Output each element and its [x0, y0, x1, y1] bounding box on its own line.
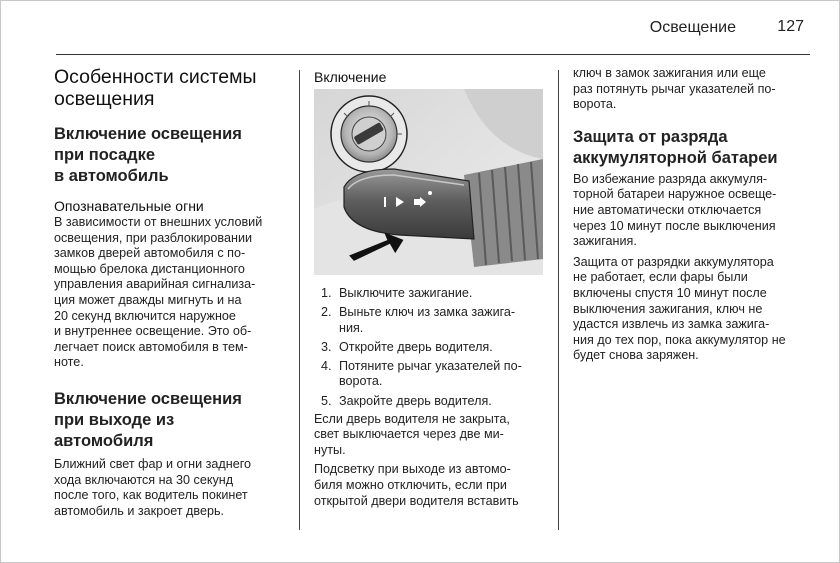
list-item: 4. Потяните рычаг указателей по- ворота. — [321, 358, 522, 389]
disable-exit-lighting-note: Подсветку при выходе из автомо- биля можно отключить, если при открытой двери водителя вставить — [314, 462, 519, 508]
entry-lighting-heading: Включение освещения при посадке в автомобиль — [54, 125, 242, 185]
column-1 — [54, 66, 286, 519]
activation-label: Включение — [314, 69, 387, 85]
battery-protection-heading: Защита от разряда аккумуляторной батареи — [573, 127, 778, 167]
ignition-lever-illustration — [314, 89, 543, 275]
column-divider-2 — [558, 70, 559, 530]
list-item: 2. Выньте ключ из замка зажига- ния. — [321, 305, 516, 335]
list-item: 5. Закройте дверь водителя. — [321, 393, 492, 408]
battery-protection-text-2: Защита от разрядки аккумулятора не работает, если фары были включены спустя 10 минут после выключения зажигания, ключ не удастся извлечь из замка зажига- ния до тех пор, пока аккумулятор не будет снова заряжен. — [573, 254, 786, 363]
column-3 — [573, 66, 809, 364]
section-title: Особенности системы освещения — [54, 66, 257, 110]
header-rule — [56, 54, 810, 55]
column-divider-1 — [299, 70, 300, 530]
column-2 — [314, 66, 546, 509]
page-header — [0, 0, 840, 56]
list-item: 3. Откройте дверь водителя. — [321, 339, 493, 354]
chapter-title: Освещение — [649, 19, 736, 36]
driver-door-note: Если дверь водителя не закрыта, свет выключается через две ми- нуты. — [314, 411, 510, 457]
list-item: 1. Выключите зажигание. — [321, 286, 473, 300]
identification-lights-subheading: Опознавательные огни — [54, 198, 204, 214]
activation-steps — [314, 286, 546, 409]
exit-lighting-heading: Включение освещения при выходе из автомобиля — [54, 389, 242, 450]
entry-lighting-text: В зависимости от внешних условий освещения, при разблокировании замков дверей автомобиля с по- мощью брелока дистанционного управления аварийная сигнализа- ция может дважды мигнуть и на 20 секунд включится наружное и внутреннее освещение. Это об- легчает поиск автомобиля в тем- ноте. — [54, 215, 263, 370]
exit-lighting-text: Ближний свет фар и огни заднего хода включаются на 30 секунд после того, как водитель покинет автомобиль и закроет дверь. — [54, 456, 252, 518]
battery-protection-text-1: Во избежание разряда аккумуля- торной батареи наружное освеще- ние автоматически отключается через 10 минут после выключения зажигания. — [573, 171, 777, 249]
continuation-text: ключ в замок зажигания или еще раз потянуть рычаг указателей по- ворота. — [573, 66, 776, 112]
page-number: 127 — [777, 18, 804, 35]
